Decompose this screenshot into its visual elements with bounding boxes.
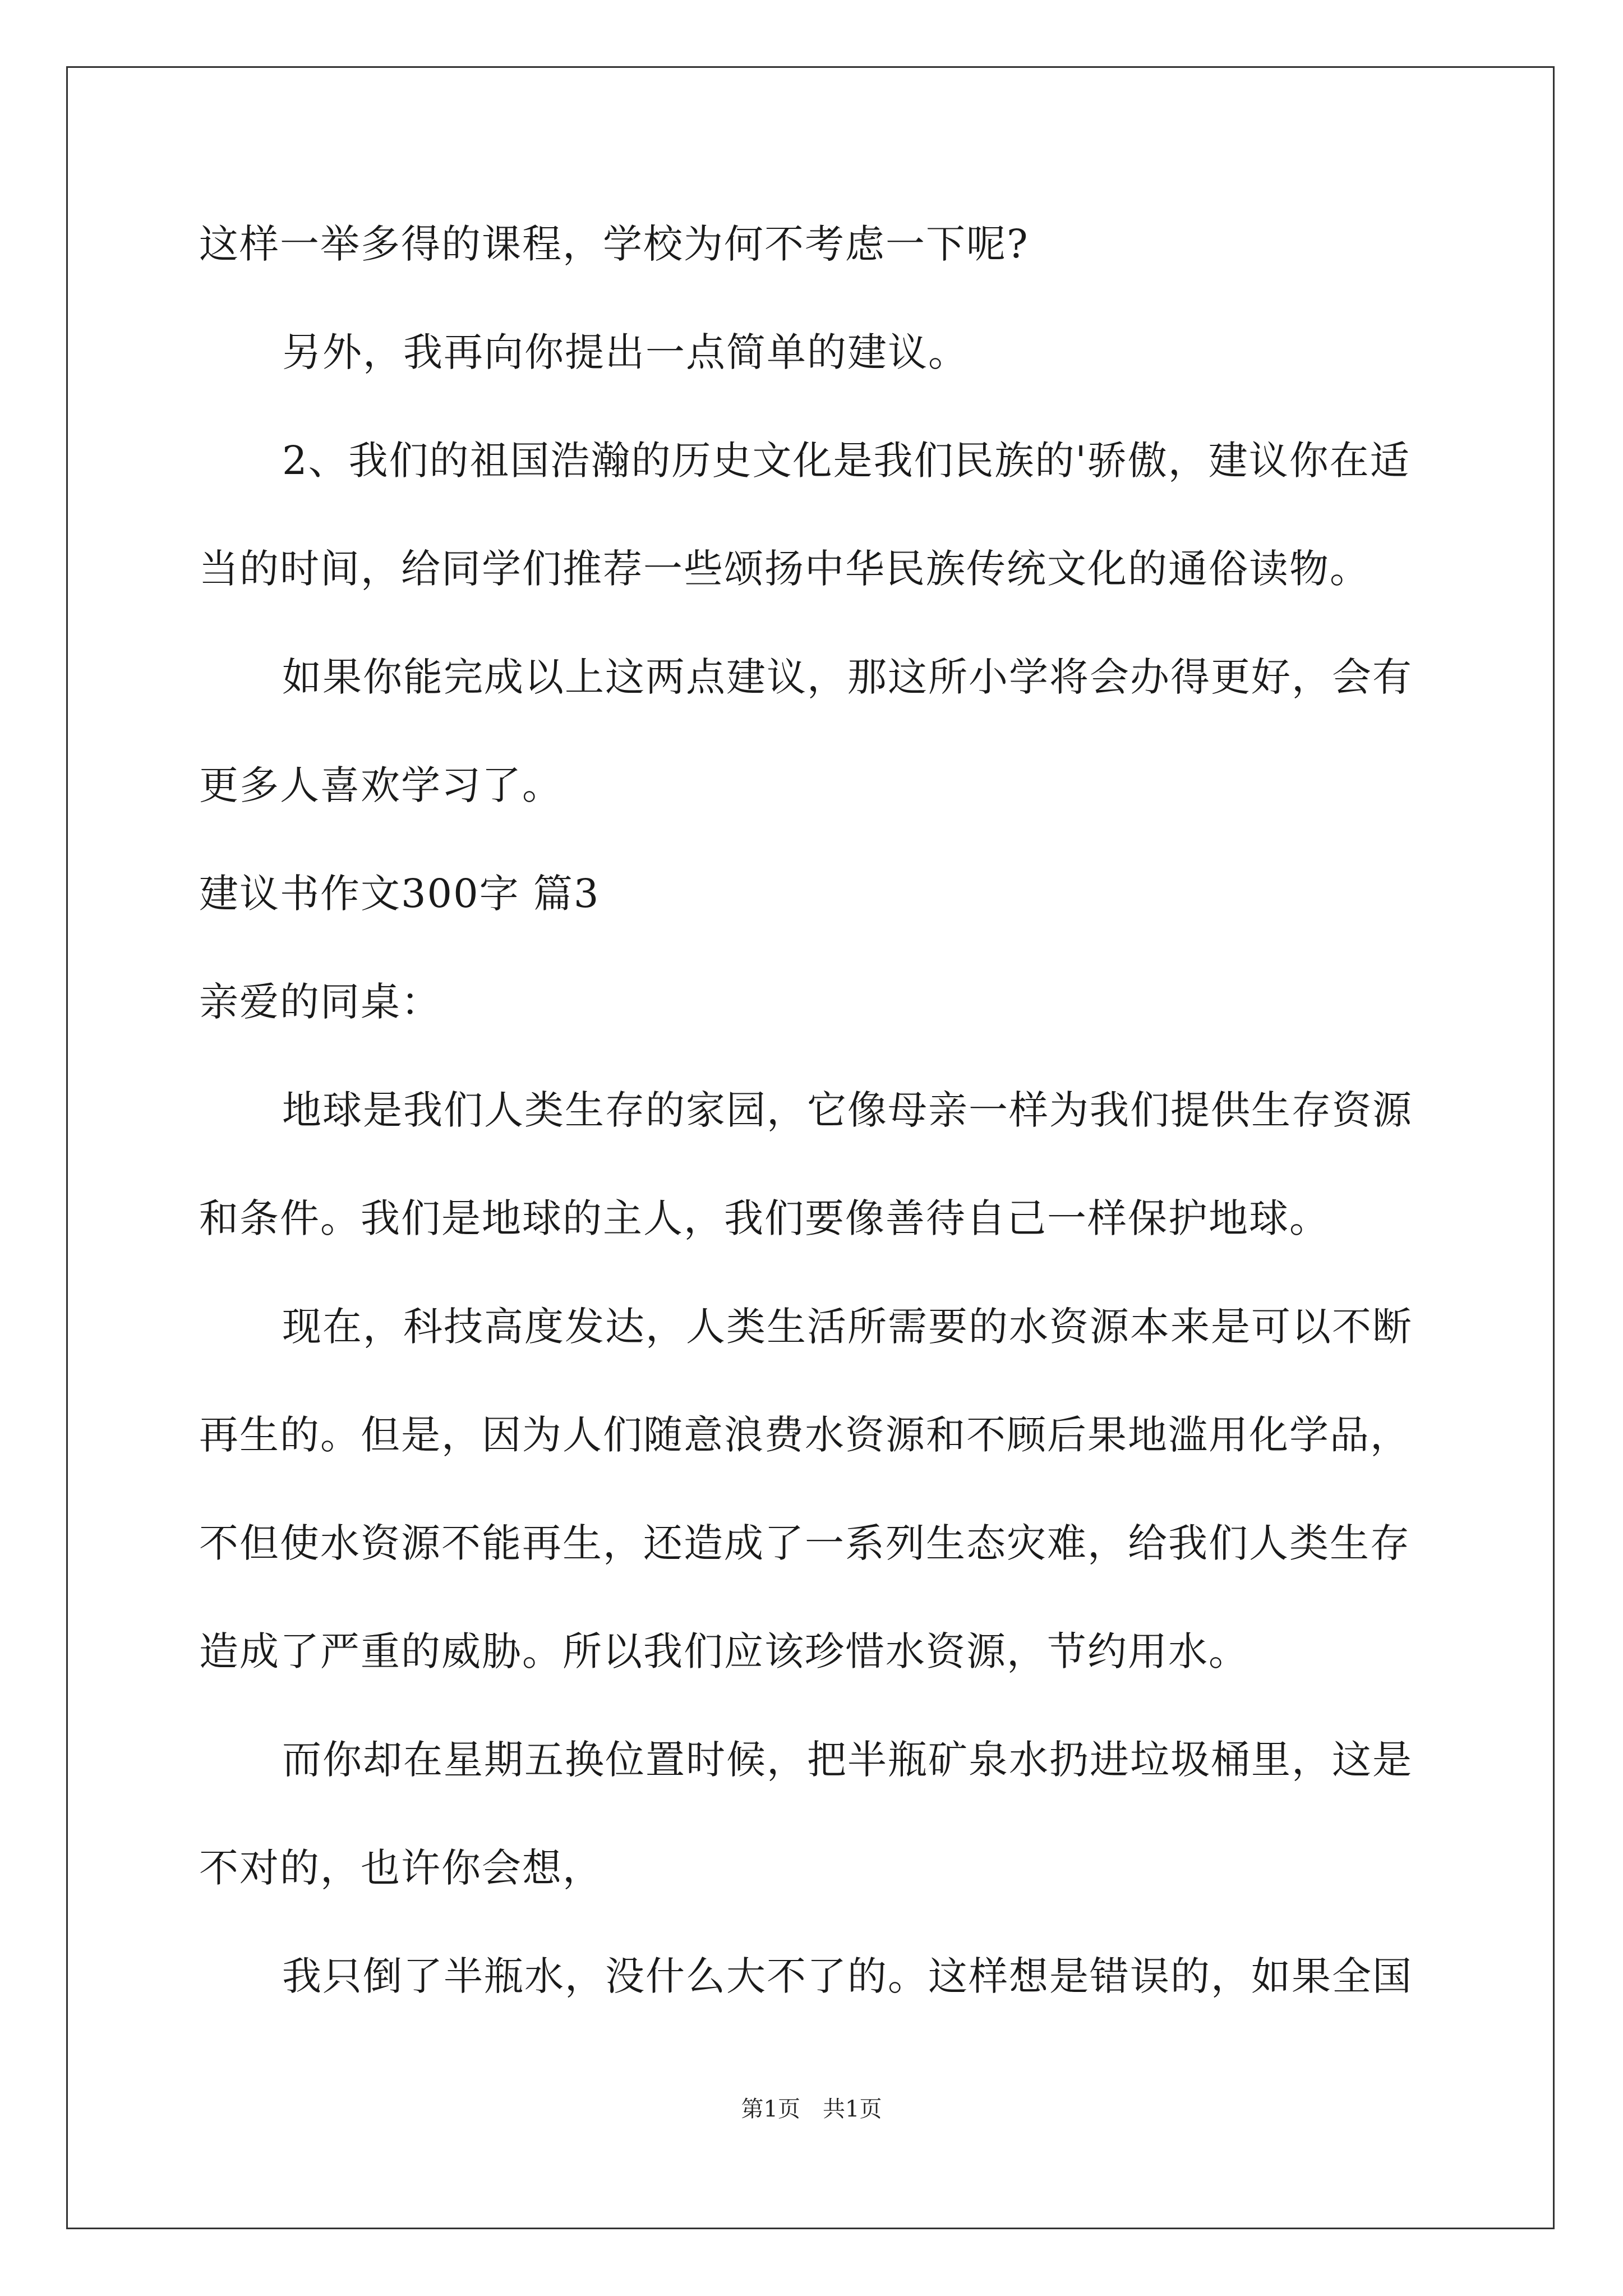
text-line: 当的时间，给同学们推荐一些颂扬中华民族传统文化的通俗读物。 — [199, 546, 1370, 592]
text-line: 不但使水资源不能再生，还造成了一系列生态灾难，给我们人类生存 — [199, 1520, 1410, 1566]
text-line: 2、我们的祖国浩瀚的历史文化是我们民族的'骄傲，建议你在适 — [282, 438, 1410, 484]
page-number-footer: 第1页 共1页 — [741, 2096, 882, 2122]
text-line: 我只倒了半瓶水，没什么大不了的。这样想是错误的，如果全国 — [282, 1953, 1413, 1999]
text-line: 这样一举多得的课程，学校为何不考虑一下呢? — [199, 221, 1029, 267]
text-line: 造成了严重的威胁。所以我们应该珍惜水资源，节约用水。 — [199, 1628, 1249, 1674]
text-line: 和条件。我们是地球的主人，我们要像善待自己一样保护地球。 — [199, 1195, 1330, 1241]
text-line: 另外，我再向你提出一点简单的建议。 — [282, 329, 969, 375]
text-line: 现在，科技高度发达，人类生活所需要的水资源本来是可以不断 — [282, 1304, 1413, 1350]
text-line: 更多人喜欢学习了。 — [199, 762, 562, 808]
salutation: 亲爱的同桌： — [199, 979, 441, 1025]
text-line: 再生的。但是，因为人们随意浪费水资源和不顾后果地滥用化学品， — [199, 1412, 1410, 1458]
text-line: 而你却在星期五换位置时候，把半瓶矿泉水扔进垃圾桶里，这是 — [282, 1737, 1413, 1783]
page-border — [66, 66, 1555, 2229]
section-heading: 建议书作文300字 篇3 — [199, 871, 600, 917]
text-line: 如果你能完成以上这两点建议，那这所小学将会办得更好，会有 — [282, 654, 1413, 700]
text-line: 地球是我们人类生存的家园，它像母亲一样为我们提供生存资源 — [282, 1087, 1413, 1133]
text-line: 不对的，也许你会想， — [199, 1845, 603, 1891]
